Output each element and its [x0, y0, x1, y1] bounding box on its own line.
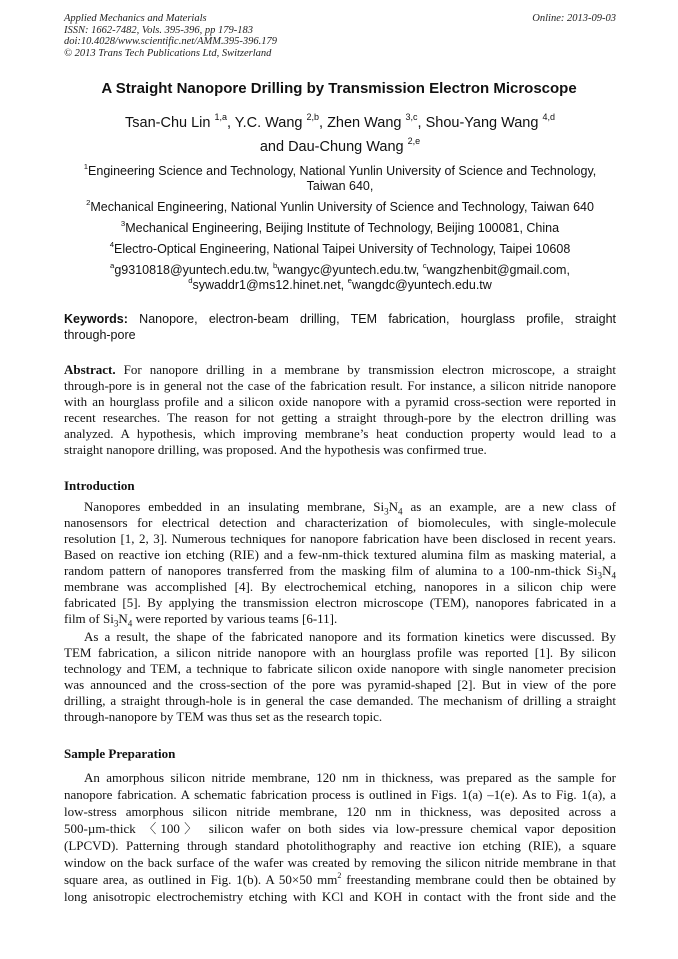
email-link[interactable]: sywaddr1@ms12.hinet.net,: [192, 277, 348, 292]
body-text: freestanding membrane could then be obtained by: [341, 872, 616, 887]
body-line: As a result, the shape of the fabricated nanopore and its formation kinetics were discussed. By: [84, 629, 616, 644]
author-name: Tsan-Chu Lin: [125, 115, 215, 131]
author-mark: 2,b: [306, 112, 320, 123]
subscript: 4: [127, 618, 133, 627]
body-line: low-stress amorphous silicon nitride membrane, 120 nm in thickness, was deposited across a: [64, 804, 616, 819]
body-text: N: [118, 611, 128, 626]
subscript: 4: [398, 506, 403, 515]
author-name: , Zhen Wang: [319, 115, 406, 131]
body-line: nanosensors for electrical detection and characterization of biomolecules, with single-molecule: [64, 515, 616, 530]
affiliation-4: [64, 242, 616, 257]
author-emails: [64, 263, 616, 292]
email-mark: a: [110, 261, 115, 271]
email-mark: b: [273, 261, 278, 271]
doi: doi:10.4028/www.scientific.net/AMM.395-396.179: [64, 36, 277, 48]
email-mark: e: [347, 275, 352, 285]
body-line: fabricated [5]. By applying the transmission electron microscope (TEM), nanopores fabricated in a: [64, 595, 616, 610]
keywords-label: Keywords:: [64, 312, 128, 326]
author-list: [64, 111, 616, 159]
subscript: 3: [597, 570, 603, 579]
affiliation-mark: 3: [120, 219, 126, 229]
author-mark: 2,e: [407, 136, 421, 147]
keywords-text: through-pore: [64, 327, 136, 342]
affiliation-mark: 1: [83, 162, 89, 172]
online-date: Online: 2013-09-03: [532, 13, 616, 24]
affiliation-text: Electro-Optical Engineering, National Taipei University of Technology, Taipei 10608: [114, 242, 571, 256]
email-link[interactable]: wangdc@yuntech.edu.tw: [351, 277, 492, 292]
body-line: 500-µm-thick 〈100〉 silicon wafer on both sides via low-pressure chemical vapor deposition: [64, 821, 616, 836]
keywords-text: Nanopore, electron-beam drilling, TEM fabrication, hourglass profile, straight: [127, 312, 616, 326]
body-text: as an example, are a new class of: [402, 499, 616, 514]
body-text: film of Si: [64, 611, 114, 626]
abstract-line: analyzed. A hypothesis, which improving membrane’s heat conduction property would lead to a: [64, 426, 616, 441]
author-name: and Dau-Chung Wang: [259, 139, 408, 155]
section-heading-introduction: Introduction: [64, 478, 135, 493]
issn: ISSN: 1662-7482, Vols. 395-396, pp 179-183: [64, 24, 253, 36]
sample-paragraph: [64, 769, 616, 905]
affiliation-1: [64, 164, 616, 193]
journal-name: Applied Mechanics and Materials: [64, 13, 207, 24]
body-line: resolution [1, 2, 3]. Numerous techniques for nanopore fabrication have been disclosed in recent years.: [64, 531, 616, 546]
paper-title: A Straight Nanopore Drilling by Transmission Electron Microscope: [101, 80, 577, 97]
abstract-line: recent researches. The reason for not getting a straight through-pore by the electron drilling was: [64, 410, 616, 425]
introduction-paragraph-2: [64, 629, 616, 725]
author-mark: 3,c: [405, 112, 418, 123]
subscript: 3: [113, 618, 119, 627]
body-line: Based on reactive ion etching (RIE) and a few-nm-thick textured alumina film as masking material, a: [64, 547, 616, 562]
affiliation-mark: 4: [109, 240, 114, 250]
body-line: long anisotropic electrochemistry etching with KCl and KOH in contact with the front side and the: [64, 889, 616, 904]
author-mark: 4,d: [542, 112, 555, 123]
journal-header: [64, 13, 616, 59]
body-line: technology and TEM, a technique to fabricate silicon oxide nanopore with single nanometer precision: [64, 661, 616, 676]
body-line: drilling, a straight through-hole is in general the case demanded. The mechanism of drilling a straight: [64, 693, 616, 708]
body-line: nanopore fabrication. A schematic fabrication process is outlined in Figs. 1(a) –1(e). As to Fig. 1(a), a: [64, 787, 616, 802]
abstract-line: with an hourglass profile and a silicon oxide nanopore with a pyramid cross-section were reported in: [64, 394, 616, 409]
abstract-label: Abstract.: [64, 362, 116, 377]
body-line: through-nanopore by TEM was thus set as the research topic.: [64, 709, 383, 724]
body-text: were reported by various teams [6-11].: [132, 611, 338, 626]
body-line: TEM fabrication, a silicon nitride nanopore with an hourglass profile was reported [1]. By silicon: [64, 645, 616, 660]
affiliation-text: Taiwan 640,: [306, 178, 374, 193]
body-line: membrane was accomplished [4]. By electrochemical etching, nanopores in a silicon chip were: [64, 579, 616, 594]
introduction-paragraph-1: [64, 499, 616, 627]
abstract-line: straight nanopore drilling, was proposed. And the hypothesis was confirmed true.: [64, 442, 487, 457]
abstract-line: For nanopore drilling in a membrane by transmission electron microscope, a straight: [115, 362, 616, 377]
body-line: window on the back surface of the wafer was created by removing the silicon nitride membrane in that: [64, 855, 616, 870]
body-line: was announced and the cross-section of the pore was pyramid-shaped [2]. But in view of the pore: [64, 677, 616, 692]
superscript: 2: [337, 871, 342, 880]
affiliation-mark: 2: [86, 198, 91, 208]
affiliation-text: Engineering Science and Technology, National Yunlin University of Science and Technology,: [88, 164, 597, 178]
body-line: An amorphous silicon nitride membrane, 120 nm in thickness, was prepared as the sample for: [84, 770, 616, 785]
body-text: square area, as outlined in Fig. 1(b). A 50×50 mm: [64, 872, 338, 887]
email-link[interactable]: wangyc@yuntech.edu.tw,: [277, 263, 423, 277]
email-link[interactable]: wangzhenbit@gmail.com,: [426, 263, 570, 277]
body-text: N: [602, 563, 612, 578]
subscript: 3: [384, 506, 389, 515]
affiliation-3: [64, 221, 616, 236]
email-mark: c: [422, 261, 427, 271]
author-name: , Shou-Yang Wang: [417, 115, 543, 131]
email-link[interactable]: g9310818@yuntech.edu.tw,: [114, 263, 274, 277]
email-mark: d: [188, 275, 193, 285]
author-mark: 1,a: [214, 112, 227, 123]
affiliation-text: Mechanical Engineering, Beijing Institute of Technology, Beijing 100081, China: [125, 221, 560, 235]
body-line: (LPCVD). Patterning through standard photolithography and reactive ion etching (RIE), a square: [64, 838, 616, 853]
copyright: © 2013 Trans Tech Publications Ltd, Switzerland: [64, 47, 272, 59]
affiliation-text: Mechanical Engineering, National Yunlin University of Science and Technology, Taiwan 640: [90, 200, 594, 214]
subscript: 4: [611, 570, 616, 579]
keywords: [64, 312, 616, 343]
affiliation-2: [64, 200, 616, 215]
body-text: random pattern of nanopores transferred from the masking film of alumina to a 100-nm-thick Si: [64, 563, 598, 578]
abstract: [64, 362, 616, 458]
abstract-line: through-pore is in general not the case of the fabrication result. For instance, a silicon nitride nanopore: [64, 378, 616, 393]
author-name: , Y.C. Wang: [226, 115, 307, 131]
section-heading-sample-preparation: Sample Preparation: [64, 746, 176, 761]
body-text: Nanopores embedded in an insulating membrane, Si: [84, 499, 385, 514]
body-text: N: [388, 499, 399, 514]
